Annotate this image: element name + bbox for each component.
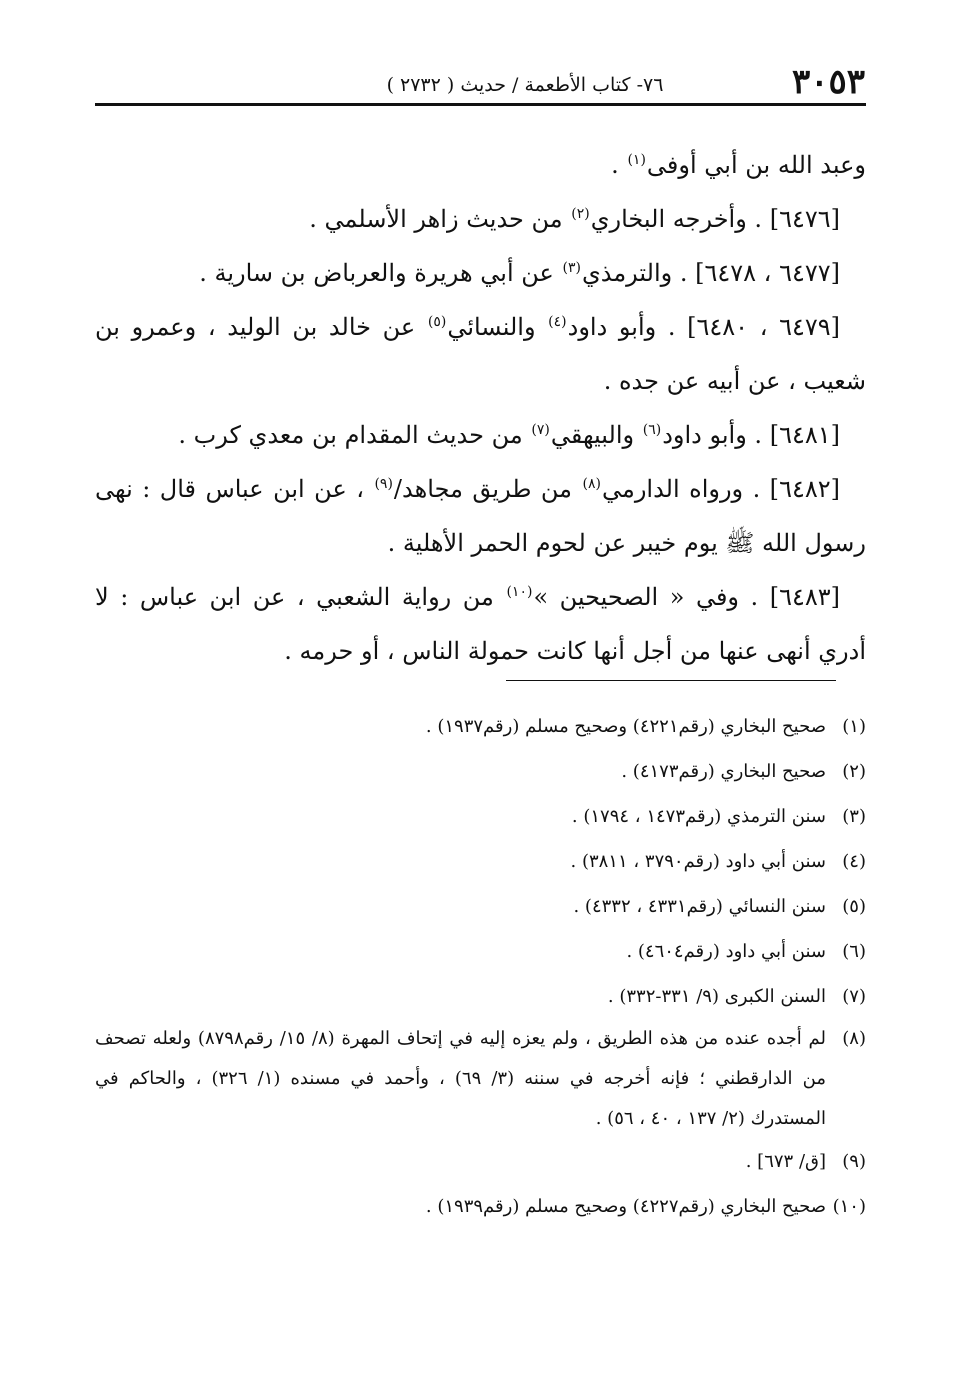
footnotes <box>95 704 866 1229</box>
body-text: [٦٤٨١] . وأبو داود <box>662 421 840 449</box>
body-text: [٦٤٧٦] . وأخرجه البخاري <box>590 205 840 233</box>
footnote-marker: (٤) <box>842 851 866 872</box>
body-text: [٦٤٧٩ ، ٦٤٨٠] . وأبو داود <box>567 313 841 341</box>
footnote-text: [ق/ ٦٧٣] . <box>745 1151 826 1172</box>
footnote-reference[interactable]: (١) <box>627 152 646 168</box>
footnote-item <box>95 704 866 749</box>
body-paragraph <box>95 408 866 462</box>
footnote-marker: (٣) <box>842 806 866 827</box>
body-text: عن خالد بن الوليد ، وعمرو بن شعيب ، عن أبيه عن جده . <box>95 313 866 395</box>
body-paragraph <box>95 192 866 246</box>
footnote-item <box>95 1019 866 1139</box>
footnote-marker: (٩) <box>842 1151 866 1172</box>
footnote-marker: (١) <box>842 716 866 737</box>
body-paragraph <box>95 300 866 408</box>
body-paragraph <box>95 246 866 300</box>
footnote-marker: (١٠) <box>832 1196 866 1217</box>
body-paragraph <box>95 138 866 192</box>
footnote-text: صحيح البخاري (رقم٤٢٢٧) وصحيح مسلم (رقم١٩٣٩) . <box>425 1196 826 1217</box>
main-text <box>95 138 866 678</box>
body-text: من طريق مجاهد/ <box>393 475 582 503</box>
footnote-marker: (٧) <box>842 986 866 1007</box>
footnote-item <box>95 839 866 884</box>
footnote-divider <box>506 680 836 681</box>
footnote-item <box>95 974 866 1019</box>
body-text: والبيهقي <box>550 421 642 449</box>
footnote-item <box>95 794 866 839</box>
body-paragraph <box>95 462 866 570</box>
body-text: وعبد الله بن أبي أوفى <box>646 151 866 179</box>
footnote-text: صحيح البخاري (رقم٤٢٢١) وصحيح مسلم (رقم١٩٣٧) . <box>425 716 826 737</box>
body-text: من رواية الشعبي ، عن ابن عباس : لا أدري أنهى عنها من أجل أنها كانت حمولة الناس ، أو حرمه . <box>95 583 866 665</box>
body-paragraph <box>95 570 866 678</box>
running-title: ٧٦- كتاب الأطعمة / حديث ( ٢٧٣٢ ) <box>386 74 664 96</box>
footnote-reference[interactable]: (٧) <box>531 422 550 438</box>
footnote-marker: (٢) <box>842 761 866 782</box>
footnote-marker: (٦) <box>842 941 866 962</box>
footnote-reference[interactable]: (١٠) <box>506 584 533 600</box>
footnote-item <box>95 1139 866 1184</box>
footnote-reference[interactable]: (٥) <box>427 314 447 330</box>
footnote-item <box>95 1184 866 1229</box>
footnote-text: السنن الكبرى (٩/ ٣٣١-٣٣٢) . <box>607 986 826 1007</box>
header-divider <box>95 103 866 106</box>
body-text: عن أبي هريرة والعرباض بن سارية . <box>199 259 562 287</box>
footnote-item <box>95 884 866 929</box>
page-header <box>95 62 865 106</box>
footnote-marker: (٨) <box>842 1028 866 1049</box>
footnote-reference[interactable]: (٨) <box>582 476 601 492</box>
footnote-item <box>95 929 866 974</box>
footnote-reference[interactable]: (٩) <box>374 476 393 492</box>
footnote-text: سنن النسائي (رقم٤٣٣١ ، ٤٣٣٢) . <box>573 896 826 917</box>
footnote-reference[interactable]: (٦) <box>642 422 662 438</box>
body-text: [٦٤٧٧ ، ٦٤٧٨] . والترمذي <box>581 259 840 287</box>
body-text: . <box>611 151 627 179</box>
body-text: [٦٤٨٣] . وفي « الصحيحين » <box>533 583 841 611</box>
footnote-text: لم أجده عنده من هذه الطريق ، ولم يعزه إليه في إتحاف المهرة (٨/ ١٥/ رقم٨٧٩٨) ولعله تصحف من الدارقطني ؛ فإنه أخرجه في سننه (٣/ ٦٩) ، وأحمد في مسنده (١/ ٣٢٦) ، والحاكم في المستدرك (٢/ ١٣٧ ، ٤٠ ، ٥٦) . <box>95 1028 827 1129</box>
footnote-reference[interactable]: (٣) <box>562 260 581 276</box>
footnote-text: صحيح البخاري (رقم٤١٧٣) . <box>621 761 826 782</box>
body-text: من حديث المقدام بن معدي كرب . <box>178 421 531 449</box>
page-number: ٣٠٥٣ <box>791 62 865 102</box>
footnote-text: سنن أبي داود (رقم٣٧٩٠ ، ٣٨١١) . <box>570 851 826 872</box>
footnote-marker: (٥) <box>842 896 866 917</box>
footnote-text: سنن أبي داود (رقم٤٦٠٤) . <box>626 941 826 962</box>
footnote-item <box>95 749 866 794</box>
footnote-text: سنن الترمذي (رقم١٤٧٣ ، ١٧٩٤) . <box>571 806 826 827</box>
body-text: ، عن ابن عباس قال : نهى رسول الله ﷺ يوم خيبر عن لحوم الحمر الأهلية . <box>95 475 866 557</box>
body-text: من حديث زاهر الأسلمي . <box>309 205 571 233</box>
footnote-reference[interactable]: (٢) <box>571 206 590 222</box>
body-text: والنسائي <box>447 313 548 341</box>
footnote-reference[interactable]: (٤) <box>548 314 567 330</box>
body-text: [٦٤٨٢] . ورواه الدارمي <box>601 475 840 503</box>
